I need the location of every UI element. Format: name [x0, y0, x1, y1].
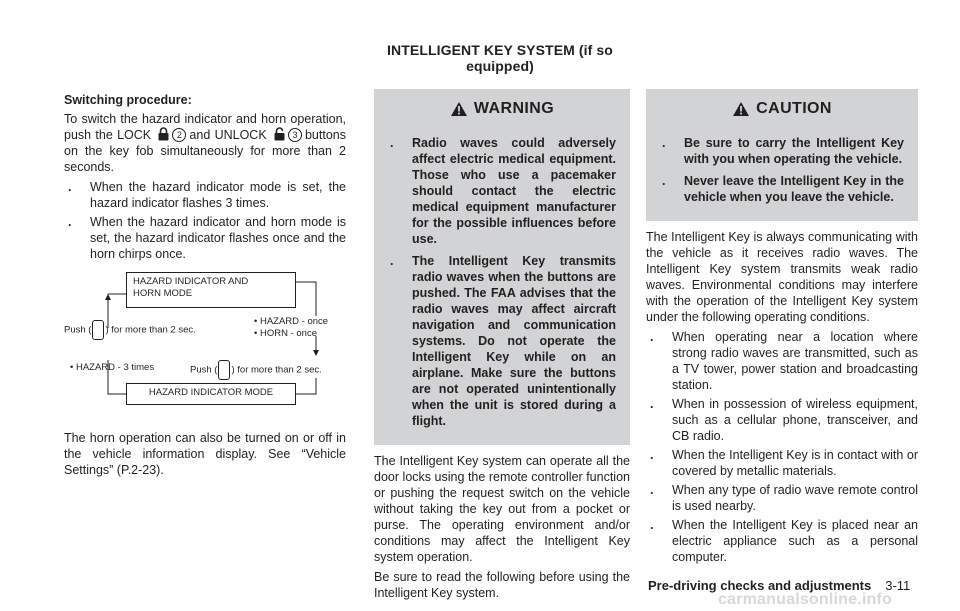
intro-text-c: buttons on the key fob simultaneously for more than 2 seconds. — [64, 128, 346, 174]
warning-title — [374, 89, 630, 129]
list-item-text: When the Intelligent Key is in contact with or covered by metallic materials. — [672, 448, 918, 478]
list-item: . When the hazard indicator mode is set, the hazard indicator flashes 3 times. — [68, 180, 346, 210]
section-heading: Switching procedure: — [64, 93, 192, 107]
hazard-mode-box: HAZARD INDICATOR MODE — [126, 383, 296, 405]
horn-setting-paragraph: The horn operation can also be turned on or off in the vehicle information display. See “Vehicle Settings” (P.2-23). — [64, 431, 346, 477]
intro-paragraph — [64, 111, 346, 175]
caution-title — [646, 89, 918, 129]
column-left — [64, 92, 346, 482]
warning-triangle-icon — [450, 101, 468, 117]
list-item-text: When operating near a location where strong radio waves are transmitted, such as a TV tower, power station and broadcasting station. — [672, 330, 918, 392]
caution-panel — [646, 89, 918, 221]
push-instruction-right — [190, 360, 322, 380]
caution-title-text: CAUTION — [756, 100, 832, 117]
warning-title-text: WARNING — [473, 100, 555, 117]
unlock-icon — [273, 127, 286, 141]
list-item-text: When the Intelligent Key is placed near an electric appliance such as a personal computer. — [672, 518, 918, 564]
read-first-paragraph: Be sure to read the following before using the Intelligent Key system. — [374, 570, 630, 600]
list-item: . Radio waves could adversely affect electric medical equipment. Those who use a pacemaker should contact the electric medical equipment manufacturer for the possible influences before use. — [390, 136, 616, 246]
push-duration: ) for more than 2 sec. — [231, 364, 322, 376]
communication-paragraph: The Intelligent Key is always communicating with the vehicle as it receives radio waves. The Intelligent Key system transmits weak radio waves. Environmental conditions may interfere with the operation of the Intelligent Key system under the following operating conditions. — [646, 230, 918, 324]
key-fob-icon — [218, 360, 230, 380]
push-duration: ) for more than 2 sec. — [105, 324, 196, 336]
list-item-text: When in possession of wireless equipment, such as a cellular phone, transceiver, and CB radio. — [672, 397, 918, 443]
lock-icon — [157, 127, 170, 141]
list-item-text: Never leave the Intelligent Key in the vehicle when you leave the vehicle. — [684, 174, 904, 204]
footer-section: Pre-driving checks and adjustments — [648, 578, 872, 593]
circle-number-2: 2 — [172, 128, 186, 142]
intro-text-a: To switch the hazard indicator and horn operation, push the LOCK — [64, 112, 346, 142]
list-item: . When the Intelligent Key is placed near an electric appliance such as a personal computer. — [650, 518, 918, 564]
warning-body — [374, 129, 630, 445]
hazard-once-label: • HAZARD - once — [254, 316, 329, 327]
warning-triangle-icon — [732, 101, 750, 117]
list-item-text: Be sure to carry the Intelligent Key with you when operating the vehicle. — [684, 136, 904, 166]
list-item-text: Radio waves could adversely affect electric medical equipment. Those who use a pacemaker should contact the electric medical equipment manufacturer for the possible influences before use. — [412, 136, 616, 246]
list-item: . Never leave the Intelligent Key in the vehicle when you leave the vehicle. — [662, 174, 904, 204]
horn-once-label: • HORN - once — [254, 328, 317, 339]
key-fob-icon — [92, 320, 104, 340]
push-label: Push ( — [64, 324, 92, 336]
system-paragraph: The Intelligent Key system can operate all the door locks using the remote controller function or pushing the request switch on the vehicle without taking the key out from a pocket or purse. The operating environment and/or conditions may affect the Intelligent Key system operation. — [374, 454, 630, 564]
list-item: . Be sure to carry the Intelligent Key with you when operating the vehicle. — [662, 136, 904, 166]
push-label: Push ( — [190, 364, 218, 376]
list-item: . When operating near a location where strong radio waves are transmitted, such as a TV tower, power station and broadcasting station. — [650, 330, 918, 392]
column-right — [646, 89, 918, 568]
list-item-text: When the hazard indicator mode is set, the hazard indicator flashes 3 times. — [90, 180, 346, 210]
list-item-text: The Intelligent Key transmits radio waves when the buttons are pushed. The FAA advises that the radio waves may affect aircraft navigation and communication systems. Do not operate the Intelligent Key while on an airplane. Make sure the buttons are not operated unintentionally when the unit is stored during a flight. — [412, 254, 616, 428]
page-number: 3-11 — [885, 578, 911, 593]
list-item: . When in possession of wireless equipment, such as a cellular phone, transceiver, and CB radio. — [650, 397, 918, 443]
intro-text-b: and UNLOCK — [189, 128, 267, 142]
list-item: . When any type of radio wave remote control is used nearby. — [650, 483, 918, 513]
list-item-text: When any type of radio wave remote control is used nearby. — [672, 483, 918, 513]
watermark: carmanualsonline.info — [718, 591, 893, 608]
list-item: . When the hazard indicator and horn mode is set, the hazard indicator flashes once and the horn chirps once. — [68, 215, 346, 261]
push-instruction-left — [64, 320, 196, 340]
hazard-horn-mode-box: HAZARD INDICATOR AND HORN MODE — [126, 272, 296, 308]
list-item: . The Intelligent Key transmits radio waves when the buttons are pushed. The FAA advises that the radio waves may affect aircraft navigation and communication systems. Do not operate the Intelligent Key while on an airplane. Make sure the buttons are not operated unintentionally when the unit is stored during a flight. — [390, 254, 616, 428]
column-middle — [374, 89, 630, 605]
hazard-three-label: • HAZARD - 3 times — [70, 362, 155, 373]
list-item-text: When the hazard indicator and horn mode is set, the hazard indicator flashes once and the horn chirps once. — [90, 215, 346, 261]
list-item: . When the Intelligent Key is in contact with or covered by metallic materials. — [650, 448, 918, 478]
circle-number-3: 3 — [288, 128, 302, 142]
page-title: INTELLIGENT KEY SYSTEM (if so equipped) — [387, 42, 613, 74]
warning-panel — [374, 89, 630, 445]
mode-switch-diagram — [64, 270, 346, 420]
caution-body — [646, 129, 918, 221]
